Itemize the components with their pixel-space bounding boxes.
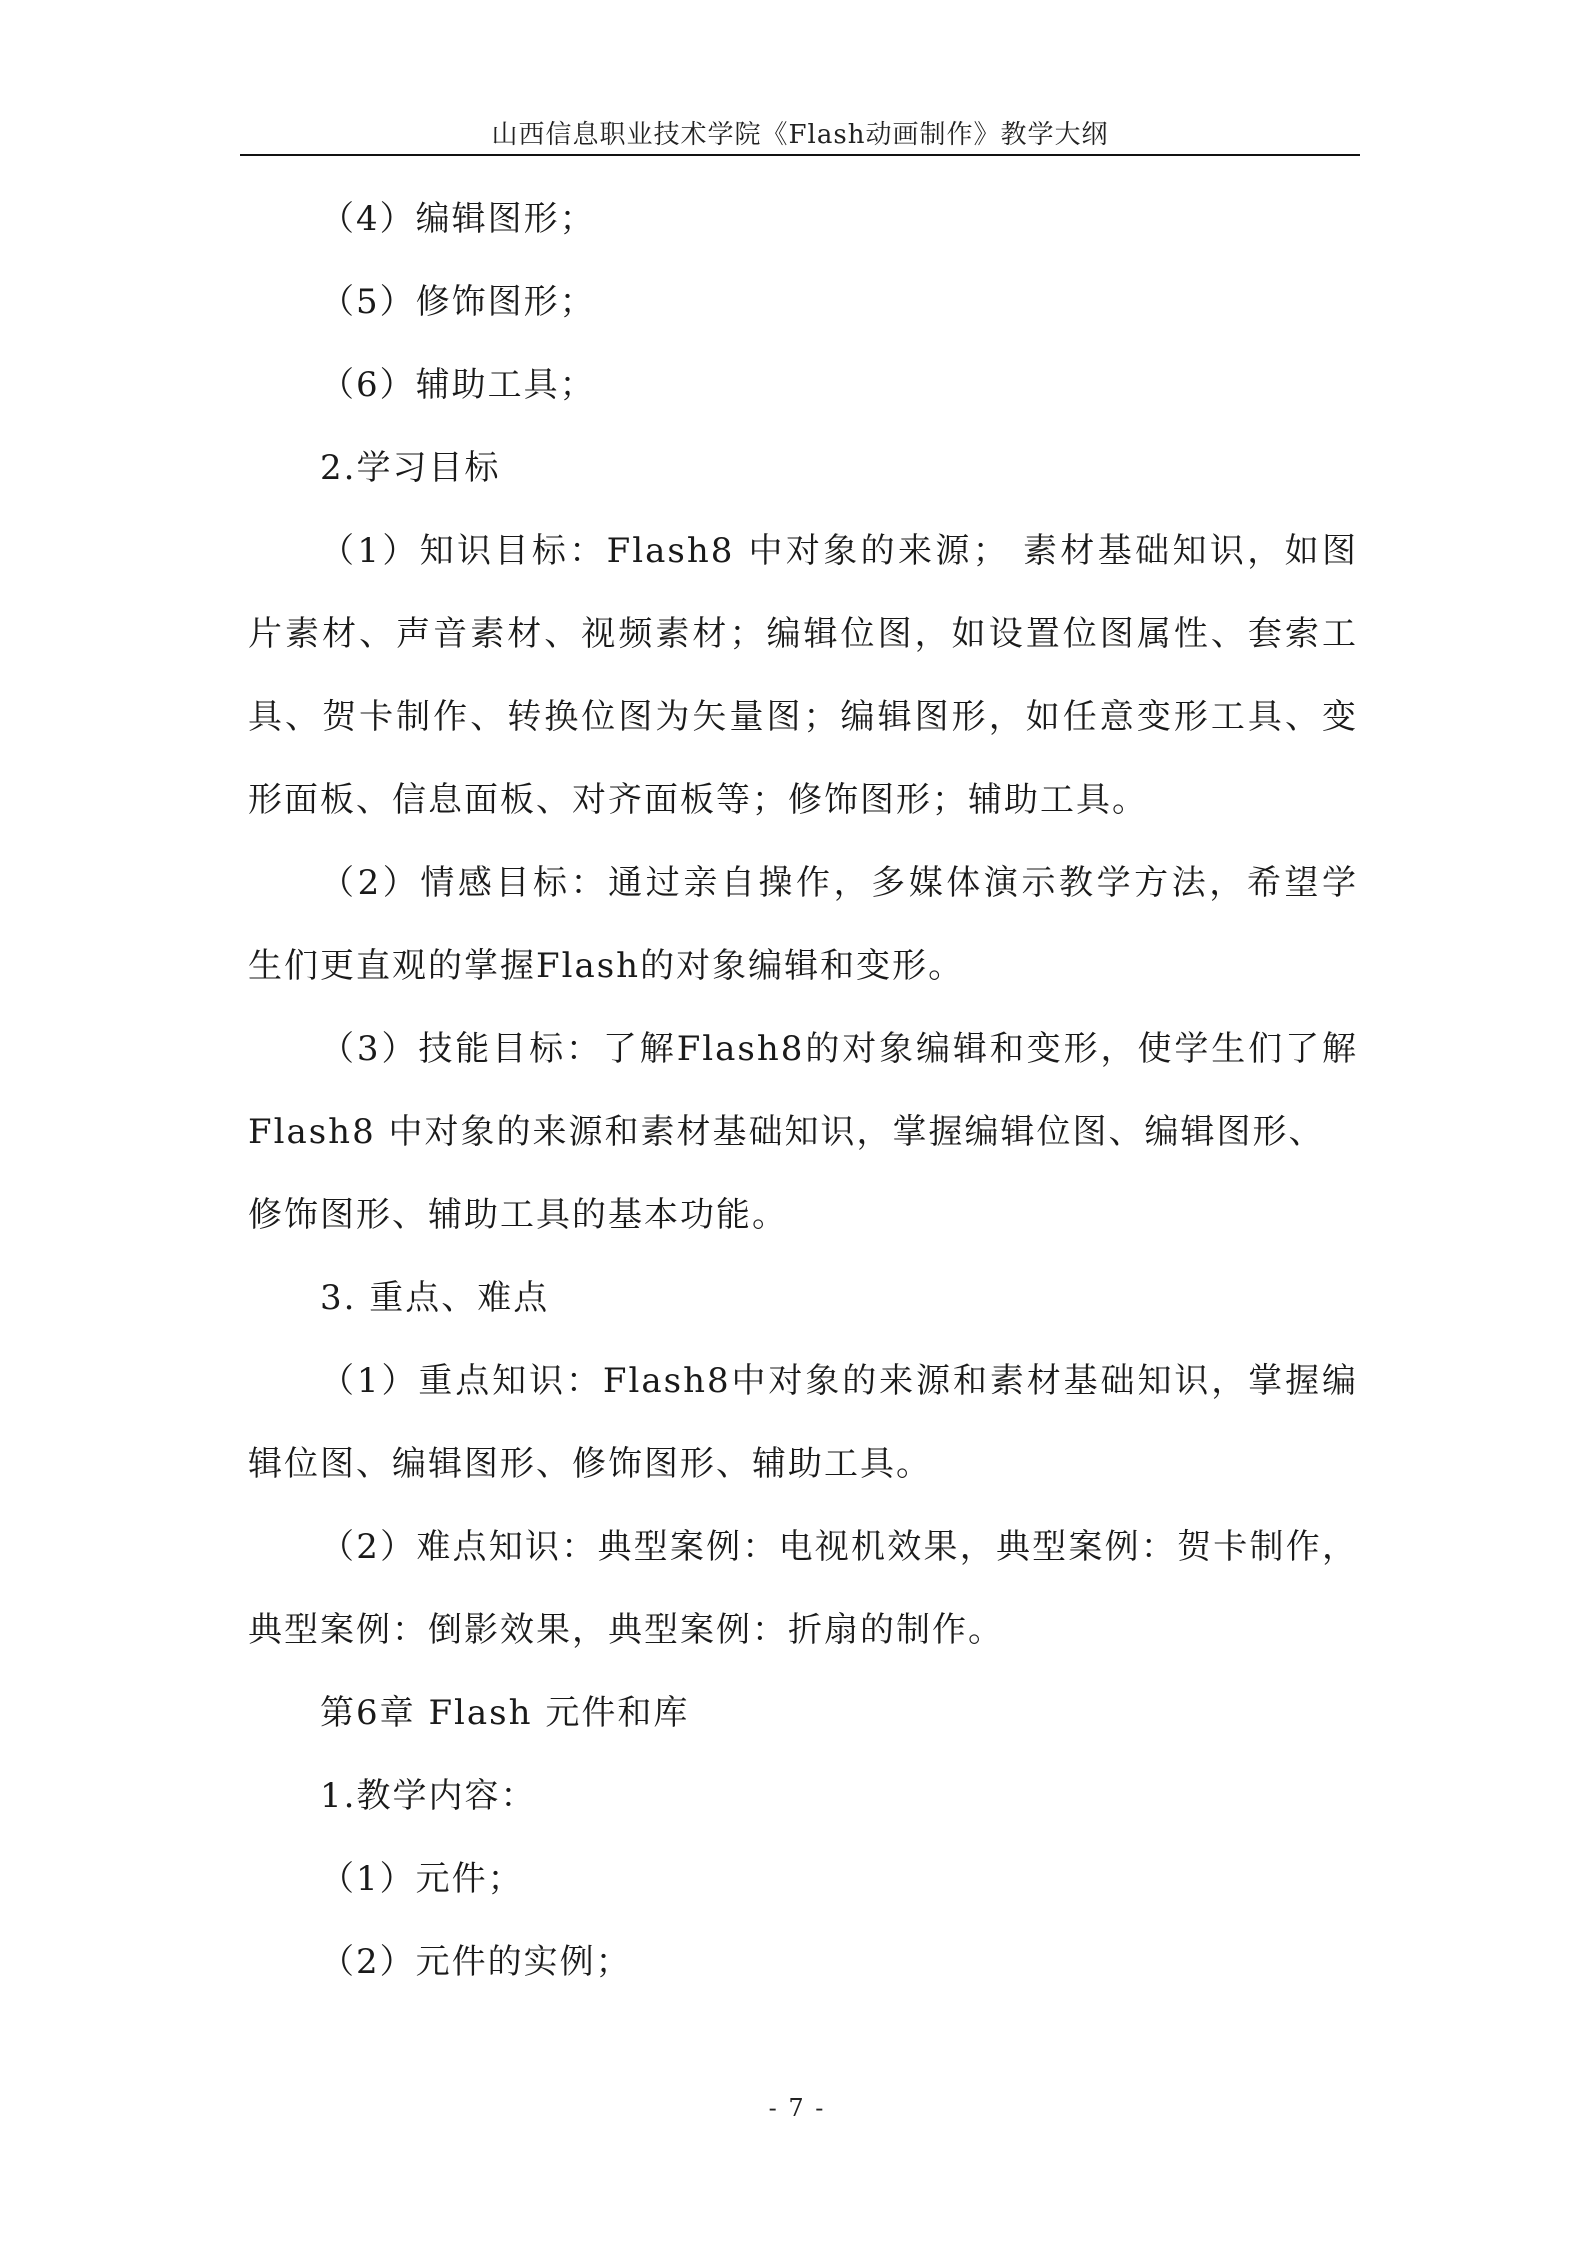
paragraph-line: 典型案例：倒影效果，典型案例：折扇的制作。: [248, 1610, 1004, 1650]
paragraph-line: 修饰图形、辅助工具的基本功能。: [248, 1195, 788, 1235]
paragraph-line: （2）元件的实例；: [320, 1942, 632, 1982]
paragraph-line: （1）知识目标：Flash8 中对象的来源； 素材基础知识，如图: [320, 531, 1358, 571]
section-heading: 3. 重点、难点: [320, 1278, 550, 1318]
section-heading: 2.学习目标: [320, 448, 501, 488]
paragraph-line: （1）重点知识：Flash8中对象的来源和素材基础知识，掌握编: [320, 1361, 1358, 1401]
paragraph-line: （2）情感目标：通过亲自操作，多媒体演示教学方法，希望学: [320, 863, 1358, 903]
paragraph-line: 片素材、声音素材、视频素材；编辑位图，如设置位图属性、套索工: [248, 614, 1358, 654]
chapter-heading: 第6章 Flash 元件和库: [320, 1693, 690, 1733]
section-heading: 1.教学内容：: [320, 1776, 537, 1816]
paragraph-line: （6）辅助工具；: [320, 365, 596, 405]
paragraph-line: （2）难点知识：典型案例：电视机效果，典型案例：贺卡制作，: [320, 1527, 1358, 1567]
header-rule: [240, 154, 1360, 156]
page-number: - 7 -: [768, 2094, 826, 2122]
paragraph-line: （3）技能目标：了解Flash8的对象编辑和变形，使学生们了解: [320, 1029, 1358, 1069]
paragraph-line: 辑位图、编辑图形、修饰图形、辅助工具。: [248, 1444, 932, 1484]
paragraph-line: （5）修饰图形；: [320, 282, 596, 322]
paragraph-line: 形面板、信息面板、对齐面板等；修饰图形；辅助工具。: [248, 780, 1148, 820]
paragraph-line: （1）元件；: [320, 1859, 524, 1899]
paragraph-line: 具、贺卡制作、转换位图为矢量图；编辑图形，如任意变形工具、变: [248, 697, 1358, 737]
paragraph-line: （4）编辑图形；: [320, 199, 596, 239]
document-body: [248, 178, 1358, 2004]
paragraph-line: Flash8 中对象的来源和素材基础知识，掌握编辑位图、编辑图形、: [248, 1112, 1325, 1152]
page-header-title: 山西信息职业技术学院《Flash动画制作》教学大纲: [491, 120, 1109, 150]
paragraph-line: 生们更直观的掌握Flash的对象编辑和变形。: [248, 946, 965, 986]
